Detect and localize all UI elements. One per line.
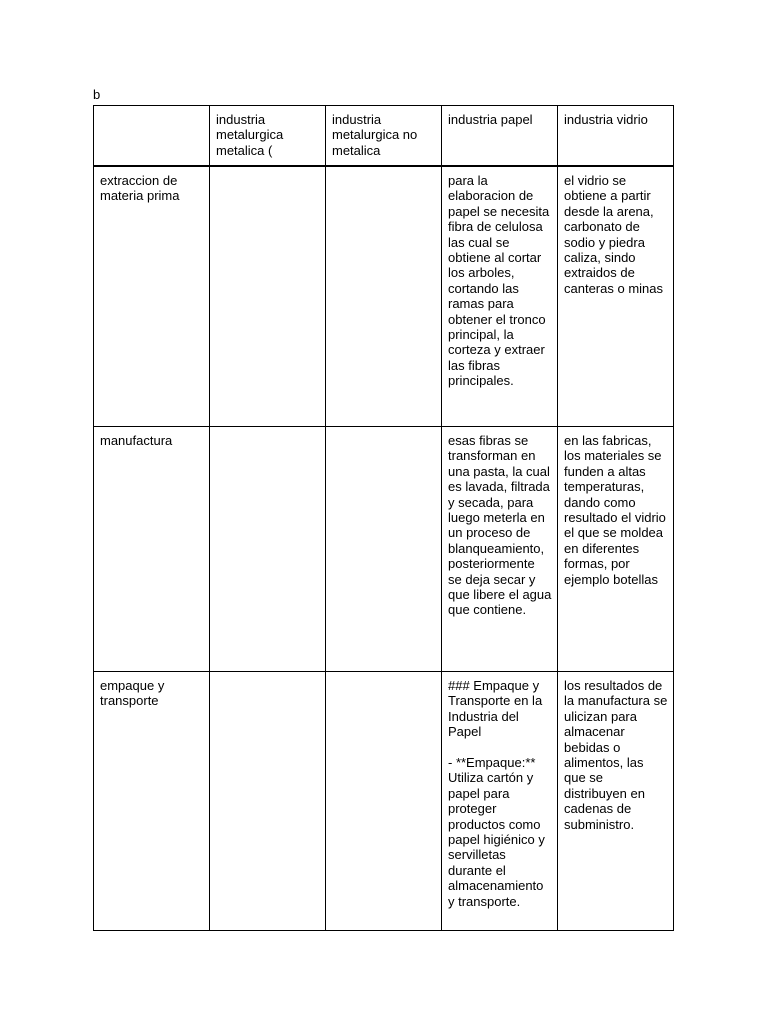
header-cell-empty <box>94 106 210 167</box>
papel-cell: ### Empaque y Transporte en la Industria del Papel - **Empaque:** Utiliza cartón y papel para proteger productos como papel higiénico y servilletas durante el almacenamiento y transporte. <box>442 672 558 931</box>
stage-cell: extraccion de materia prima <box>94 166 210 427</box>
metalica-cell <box>210 427 326 672</box>
vidrio-cell: los resultados de la manufactura se ulicizan para almacenar bebidas o alimentos, las que se distribuyen en cadenas de subministro. <box>558 672 674 931</box>
no-metalica-cell <box>326 427 442 672</box>
table-row <box>94 166 674 427</box>
metalica-cell <box>210 672 326 931</box>
header-cell-papel: industria papel <box>442 106 558 167</box>
stage-cell: empaque y transporte <box>94 672 210 931</box>
stage-cell: manufactura <box>94 427 210 672</box>
papel-cell: esas fibras se transforman en una pasta, la cual es lavada, filtrada y secada, para luego meterla en un proceso de blanqueamiento, posteriormente se deja secar y que libere el agua que contiene. <box>442 427 558 672</box>
table-row <box>94 427 674 672</box>
metalica-cell <box>210 166 326 427</box>
header-cell-no-metalica: industria metalurgica no metalica <box>326 106 442 167</box>
no-metalica-cell <box>326 672 442 931</box>
industry-process-table <box>93 105 674 931</box>
no-metalica-cell <box>326 166 442 427</box>
document-label: b <box>93 87 101 102</box>
vidrio-cell: en las fabricas, los materiales se funden a altas temperaturas, dando como resultado el vidrio el que se moldea en diferentes formas, por ejemplo botellas <box>558 427 674 672</box>
header-cell-metalica: industria metalurgica metalica ( <box>210 106 326 167</box>
papel-cell: para la elaboracion de papel se necesita fibra de celulosa las cual se obtiene al cortar los arboles, cortando las ramas para obtener el tronco principal, la corteza y extraer las fibras principales. <box>442 166 558 427</box>
table-header-row <box>94 106 674 167</box>
table-row <box>94 672 674 931</box>
header-cell-vidrio: industria vidrio <box>558 106 674 167</box>
vidrio-cell: el vidrio se obtiene a partir desde la arena, carbonato de sodio y piedra caliza, sindo extraidos de canteras o minas <box>558 166 674 427</box>
